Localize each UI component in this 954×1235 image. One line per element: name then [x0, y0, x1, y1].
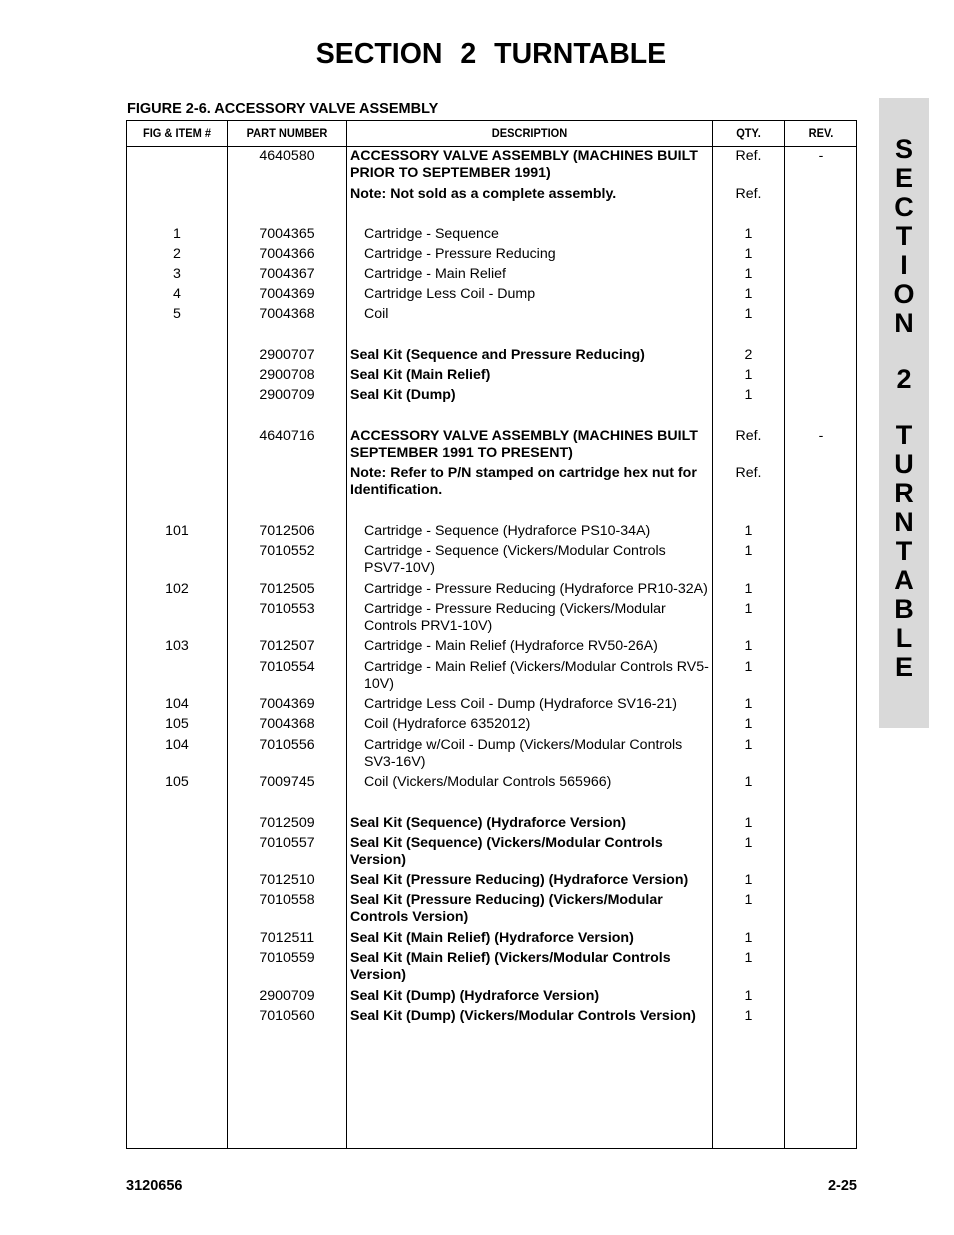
fig-item-cell: 3: [173, 266, 181, 282]
qty-cell: 1: [744, 387, 753, 403]
part-number-cell: 7012511: [259, 930, 315, 946]
description-cell: Coil (Vickers/Modular Controls 565966): [364, 774, 612, 790]
description-cell: Note: Refer to P/N stamped on cartridge hex nut for Identification.: [350, 465, 697, 498]
side-tab-letter: E: [894, 163, 913, 193]
description-cell: ACCESSORY VALVE ASSEMBLY (MACHINES BUILT SEPTEMBER 1991 TO PRESENT): [350, 428, 698, 461]
fig-item-cell: 102: [165, 581, 189, 597]
part-number-cell: 7010559: [259, 950, 315, 966]
column-divider: [346, 121, 347, 1148]
fig-item-cell: 105: [165, 774, 189, 790]
side-tab-letter: T: [895, 420, 913, 450]
description-cell: Coil: [364, 306, 389, 322]
part-number-cell: 7010553: [259, 601, 315, 617]
qty-cell: 1: [744, 872, 753, 888]
part-number-cell: 7012510: [259, 872, 315, 888]
qty-cell: 1: [744, 581, 753, 597]
description-cell: Seal Kit (Main Relief): [350, 367, 491, 383]
header-qty: QTY.: [736, 126, 761, 140]
document-number: 3120656: [126, 1178, 183, 1194]
fig-item-cell: 5: [173, 306, 181, 322]
qty-cell: 1: [744, 988, 753, 1004]
part-number-cell: 7004368: [259, 306, 315, 322]
part-number-cell: 7012505: [259, 581, 315, 597]
qty-cell: 1: [744, 523, 753, 539]
part-number-cell: 7009745: [259, 774, 315, 790]
page-number: 2-25: [827, 1178, 857, 1194]
fig-item-cell: 2: [173, 246, 181, 262]
header-rev: REV.: [808, 126, 834, 140]
side-tab-letter: T: [895, 221, 913, 251]
description-cell: Seal Kit (Sequence) (Vickers/Modular Controls Version): [350, 835, 663, 868]
part-number-cell: 7004366: [259, 246, 315, 262]
side-tab-letter: R: [894, 478, 914, 508]
description-cell: Cartridge - Sequence: [364, 226, 499, 242]
qty-cell: 1: [744, 716, 753, 732]
side-tab-letter: N: [894, 507, 914, 537]
fig-item-cell: 103: [165, 638, 189, 654]
qty-cell: Ref.: [735, 186, 762, 202]
part-number-cell: 2900709: [259, 988, 315, 1004]
fig-item-cell: 1: [173, 226, 181, 242]
description-cell: Cartridge - Main Relief (Hydraforce RV50-26A): [364, 638, 658, 654]
rev-cell: -: [818, 428, 824, 444]
qty-cell: 1: [744, 815, 753, 831]
side-tab-letter: S: [894, 134, 913, 164]
description-cell: Coil (Hydraforce 6352012): [364, 716, 531, 732]
description-cell: Cartridge Less Coil - Dump (Hydraforce SV16-21): [364, 696, 678, 712]
qty-cell: 1: [744, 696, 753, 712]
part-number-cell: 7004369: [259, 286, 315, 302]
qty-cell: 1: [744, 543, 753, 559]
qty-cell: 1: [744, 835, 753, 851]
part-number-cell: 4640580: [259, 148, 315, 164]
qty-cell: 1: [744, 306, 753, 322]
description-cell: Seal Kit (Dump) (Vickers/Modular Controls Version): [350, 1008, 696, 1024]
part-number-cell: 7010557: [259, 835, 315, 851]
fig-item-cell: 105: [165, 716, 189, 732]
description-cell: Cartridge Less Coil - Dump: [364, 286, 536, 302]
qty-cell: 1: [744, 266, 753, 282]
description-cell: Note: Not sold as a complete assembly.: [350, 186, 617, 202]
side-tab-letter: U: [894, 449, 914, 479]
qty-cell: 1: [744, 737, 753, 753]
description-cell: Cartridge - Sequence (Hydraforce PS10-34A): [364, 523, 651, 539]
side-tab-letter: B: [894, 594, 914, 624]
side-tab-letter: O: [893, 279, 915, 309]
column-divider: [784, 121, 785, 1148]
part-number-cell: 7012509: [259, 815, 315, 831]
fig-item-cell: 104: [165, 737, 189, 753]
header-fig-item: FIG & ITEM #: [142, 126, 212, 140]
description-cell: Cartridge - Main Relief (Vickers/Modular Controls RV5-10V): [364, 659, 709, 692]
fig-item-cell: 104: [165, 696, 189, 712]
fig-item-cell: 101: [165, 523, 189, 539]
qty-cell: 1: [744, 892, 753, 908]
qty-cell: Ref.: [735, 465, 762, 481]
part-number-cell: 2900708: [259, 367, 315, 383]
side-tab-letter: L: [895, 623, 913, 653]
qty-cell: 1: [744, 367, 753, 383]
description-cell: Seal Kit (Dump): [350, 387, 456, 403]
side-tab-letter: E: [894, 652, 913, 682]
part-number-cell: 7004369: [259, 696, 315, 712]
qty-cell: 1: [744, 246, 753, 262]
qty-cell: Ref.: [735, 148, 762, 164]
description-cell: Seal Kit (Dump) (Hydraforce Version): [350, 988, 600, 1004]
part-number-cell: 7012506: [259, 523, 315, 539]
qty-cell: 1: [744, 286, 753, 302]
part-number-cell: 7004367: [259, 266, 315, 282]
description-cell: Cartridge - Pressure Reducing: [364, 246, 556, 262]
part-number-cell: 4640716: [259, 428, 315, 444]
section-side-tab: [879, 98, 929, 728]
section-title: SECTION 2 TURNTABLE: [315, 38, 667, 70]
description-cell: Cartridge - Pressure Reducing (Hydraforce PR10-32A): [364, 581, 708, 597]
qty-cell: 1: [744, 226, 753, 242]
description-cell: Seal Kit (Sequence and Pressure Reducing): [350, 347, 645, 363]
side-tab-letter: C: [894, 192, 914, 222]
description-cell: ACCESSORY VALVE ASSEMBLY (MACHINES BUILT PRIOR TO SEPTEMBER 1991): [350, 148, 698, 181]
part-number-cell: 7010560: [259, 1008, 315, 1024]
qty-cell: Ref.: [735, 428, 762, 444]
qty-cell: 1: [744, 638, 753, 654]
fig-item-cell: 4: [173, 286, 181, 302]
part-number-cell: 7004368: [259, 716, 315, 732]
header-part-number: PART NUMBER: [246, 126, 328, 140]
header-description: DESCRIPTION: [491, 126, 568, 140]
part-number-cell: 2900707: [259, 347, 315, 363]
part-number-cell: 7010558: [259, 892, 315, 908]
side-tab-letter: I: [900, 250, 908, 280]
side-tab-letter: 2: [896, 364, 912, 394]
part-number-cell: 7004365: [259, 226, 315, 242]
description-cell: Seal Kit (Sequence) (Hydraforce Version): [350, 815, 626, 831]
qty-cell: 1: [744, 930, 753, 946]
description-cell: Seal Kit (Main Relief) (Hydraforce Version): [350, 930, 634, 946]
qty-cell: 1: [744, 950, 753, 966]
description-cell: Seal Kit (Pressure Reducing) (Vickers/Modular Controls Version): [350, 892, 663, 925]
description-cell: Cartridge - Main Relief: [364, 266, 506, 282]
qty-cell: 2: [744, 347, 753, 363]
description-cell: Seal Kit (Main Relief) (Vickers/Modular Controls Version): [350, 950, 671, 983]
side-tab-letter: A: [894, 565, 914, 595]
description-cell: Cartridge - Pressure Reducing (Vickers/Modular Controls PRV1-10V): [364, 601, 666, 634]
description-cell: Cartridge w/Coil - Dump (Vickers/Modular Controls SV3-16V): [364, 737, 683, 770]
qty-cell: 1: [744, 601, 753, 617]
rev-cell: -: [818, 148, 824, 164]
part-number-cell: 7012507: [259, 638, 315, 654]
qty-cell: 1: [744, 1008, 753, 1024]
part-number-cell: 7010554: [259, 659, 315, 675]
description-cell: Cartridge - Sequence (Vickers/Modular Controls PSV7-10V): [364, 543, 666, 576]
figure-title: FIGURE 2-6. ACCESSORY VALVE ASSEMBLY: [127, 101, 439, 117]
part-number-cell: 2900709: [259, 387, 315, 403]
side-tab-letter: N: [894, 308, 914, 338]
qty-cell: 1: [744, 659, 753, 675]
side-tab-letter: T: [895, 536, 913, 566]
qty-cell: 1: [744, 774, 753, 790]
description-cell: Seal Kit (Pressure Reducing) (Hydraforce Version): [350, 872, 689, 888]
part-number-cell: 7010556: [259, 737, 315, 753]
part-number-cell: 7010552: [259, 543, 315, 559]
table-header: [127, 121, 856, 147]
parts-table: [126, 120, 857, 1149]
